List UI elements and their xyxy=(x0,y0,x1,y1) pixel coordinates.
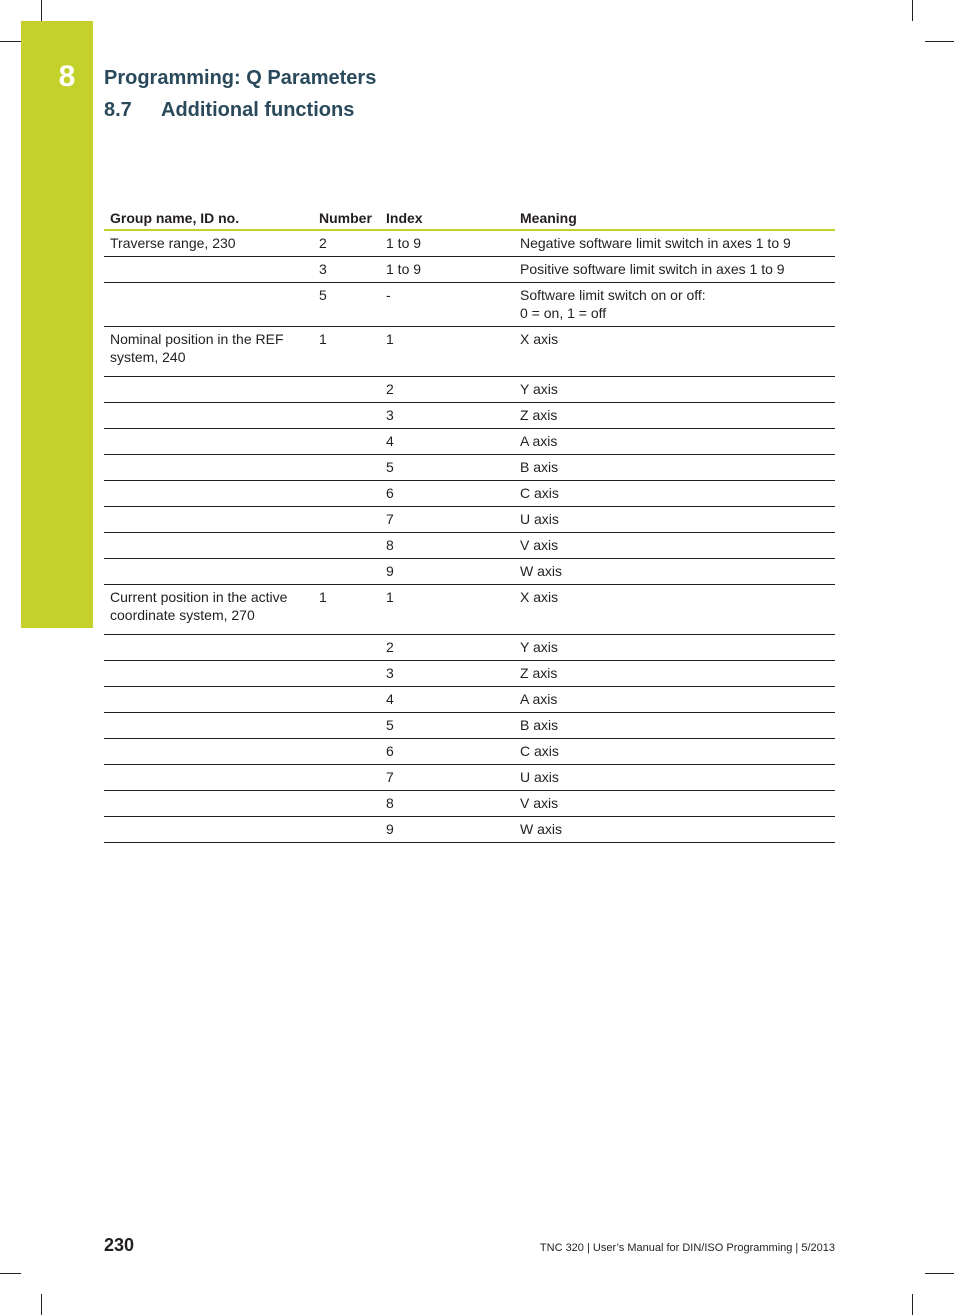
group-cell xyxy=(104,533,313,559)
table-row xyxy=(104,687,835,713)
number-cell xyxy=(313,739,380,765)
group-cell xyxy=(104,429,313,455)
group-cell: Traverse range, 230 xyxy=(104,230,313,257)
meaning-cell xyxy=(514,403,835,429)
table-row xyxy=(104,817,835,843)
group-cell xyxy=(104,507,313,533)
table-row xyxy=(104,713,835,739)
chapter-number: 8 xyxy=(58,60,76,93)
index-cell: 4 xyxy=(380,429,514,455)
index-cell: - xyxy=(380,283,514,327)
table-row xyxy=(104,739,835,765)
meaning-line: Z axis xyxy=(520,665,558,681)
meaning-cell xyxy=(514,429,835,455)
meaning-cell xyxy=(514,661,835,687)
column-header-group: Group name, ID no. xyxy=(104,206,313,230)
number-cell: 5 xyxy=(313,283,380,327)
meaning-cell xyxy=(514,687,835,713)
table-body xyxy=(104,230,835,843)
meaning-line: C axis xyxy=(520,485,559,501)
index-cell: 7 xyxy=(380,507,514,533)
number-cell xyxy=(313,429,380,455)
number-cell xyxy=(313,713,380,739)
column-header-number: Number xyxy=(313,206,380,230)
meaning-line: Positive software limit switch in axes 1 to 9 xyxy=(520,261,785,277)
number-cell: 1 xyxy=(313,327,380,377)
index-cell: 8 xyxy=(380,791,514,817)
index-cell: 3 xyxy=(380,661,514,687)
index-cell: 9 xyxy=(380,559,514,585)
table-row xyxy=(104,533,835,559)
index-cell: 2 xyxy=(380,377,514,403)
table-row xyxy=(104,791,835,817)
table-row xyxy=(104,403,835,429)
meaning-line: C axis xyxy=(520,743,559,759)
meaning-line: V axis xyxy=(520,795,559,811)
table-row xyxy=(104,455,835,481)
meaning-cell xyxy=(514,533,835,559)
meaning-line: A axis xyxy=(520,433,558,449)
number-cell xyxy=(313,635,380,661)
meaning-line: Y axis xyxy=(520,381,558,397)
meaning-cell xyxy=(514,739,835,765)
meaning-cell xyxy=(514,327,835,377)
index-cell: 7 xyxy=(380,765,514,791)
group-cell xyxy=(104,765,313,791)
crop-mark xyxy=(912,0,913,21)
number-cell xyxy=(313,817,380,843)
group-cell xyxy=(104,559,313,585)
meaning-cell xyxy=(514,713,835,739)
number-cell: 3 xyxy=(313,257,380,283)
number-cell xyxy=(313,661,380,687)
page-number: 230 xyxy=(104,1235,135,1255)
meaning-line: Z axis xyxy=(520,407,558,423)
meaning-cell xyxy=(514,791,835,817)
meaning-line: Y axis xyxy=(520,639,558,655)
group-cell xyxy=(104,661,313,687)
meaning-line: 0 = on, 1 = off xyxy=(520,305,607,321)
group-cell xyxy=(104,817,313,843)
group-cell xyxy=(104,635,313,661)
meaning-line: B axis xyxy=(520,459,559,475)
number-cell xyxy=(313,791,380,817)
meaning-cell xyxy=(514,507,835,533)
chapter-title: Programming: Q Parameters xyxy=(104,67,377,89)
section-heading xyxy=(104,99,354,122)
group-cell xyxy=(104,713,313,739)
table-header-row xyxy=(104,206,835,230)
crop-mark xyxy=(0,41,21,42)
table-row xyxy=(104,507,835,533)
crop-mark xyxy=(41,1294,42,1315)
number-cell xyxy=(313,765,380,791)
meaning-line: Software limit switch on or off: xyxy=(520,287,706,303)
number-cell: 2 xyxy=(313,230,380,257)
index-cell: 6 xyxy=(380,481,514,507)
meaning-line: B axis xyxy=(520,717,559,733)
meaning-cell xyxy=(514,455,835,481)
group-cell xyxy=(104,403,313,429)
group-cell xyxy=(104,791,313,817)
section-number: 8.7 xyxy=(104,99,132,121)
crop-mark xyxy=(925,41,954,42)
crop-mark xyxy=(41,0,42,21)
meaning-line: X axis xyxy=(520,331,559,347)
meaning-cell xyxy=(514,817,835,843)
table-row xyxy=(104,585,835,635)
number-cell xyxy=(313,455,380,481)
meaning-cell xyxy=(514,585,835,635)
number-cell xyxy=(313,481,380,507)
meaning-cell xyxy=(514,257,835,283)
chapter-color-band xyxy=(21,21,93,628)
meaning-line: A axis xyxy=(520,691,558,707)
group-cell xyxy=(104,455,313,481)
meaning-cell xyxy=(514,765,835,791)
index-cell: 1 xyxy=(380,327,514,377)
index-cell: 1 to 9 xyxy=(380,257,514,283)
meaning-line: U axis xyxy=(520,769,559,785)
meaning-line: V axis xyxy=(520,537,559,553)
index-cell: 1 xyxy=(380,585,514,635)
table-row xyxy=(104,283,835,327)
table-row xyxy=(104,327,835,377)
table-row xyxy=(104,635,835,661)
meaning-cell xyxy=(514,377,835,403)
meaning-line: U axis xyxy=(520,511,559,527)
section-title: Additional functions xyxy=(161,99,355,121)
column-header-meaning: Meaning xyxy=(514,206,835,230)
group-cell: Nominal position in the REF system, 240 xyxy=(104,327,313,377)
meaning-cell xyxy=(514,559,835,585)
table-row xyxy=(104,257,835,283)
meaning-line: W axis xyxy=(520,821,562,837)
meaning-cell xyxy=(514,635,835,661)
number-cell xyxy=(313,533,380,559)
footer-text: TNC 320 | User’s Manual for DIN/ISO Programming | 5/2013 xyxy=(539,1242,835,1254)
group-cell xyxy=(104,257,313,283)
index-cell: 3 xyxy=(380,403,514,429)
index-cell: 5 xyxy=(380,455,514,481)
number-cell xyxy=(313,687,380,713)
index-cell: 5 xyxy=(380,713,514,739)
crop-mark xyxy=(925,1273,954,1274)
group-cell xyxy=(104,739,313,765)
number-cell: 1 xyxy=(313,585,380,635)
index-cell: 8 xyxy=(380,533,514,559)
table-row xyxy=(104,377,835,403)
table-row xyxy=(104,230,835,257)
table-row xyxy=(104,559,835,585)
meaning-line: W axis xyxy=(520,563,562,579)
table-row xyxy=(104,429,835,455)
crop-mark xyxy=(912,1294,913,1315)
group-cell: Current position in the active coordinate system, 270 xyxy=(104,585,313,635)
index-cell: 2 xyxy=(380,635,514,661)
group-cell xyxy=(104,481,313,507)
crop-mark xyxy=(0,1273,21,1274)
q-parameter-table xyxy=(104,206,835,843)
table-row xyxy=(104,661,835,687)
meaning-cell xyxy=(514,283,835,327)
column-header-index: Index xyxy=(380,206,514,230)
index-cell: 9 xyxy=(380,817,514,843)
meaning-line: Negative software limit switch in axes 1 to 9 xyxy=(520,235,791,251)
group-cell xyxy=(104,687,313,713)
meaning-cell xyxy=(514,481,835,507)
index-cell: 1 to 9 xyxy=(380,230,514,257)
number-cell xyxy=(313,377,380,403)
index-cell: 6 xyxy=(380,739,514,765)
meaning-cell xyxy=(514,230,835,257)
meaning-line: X axis xyxy=(520,589,559,605)
index-cell: 4 xyxy=(380,687,514,713)
group-cell xyxy=(104,377,313,403)
table-row xyxy=(104,481,835,507)
table-row xyxy=(104,765,835,791)
number-cell xyxy=(313,559,380,585)
number-cell xyxy=(313,507,380,533)
group-cell xyxy=(104,283,313,327)
number-cell xyxy=(313,403,380,429)
